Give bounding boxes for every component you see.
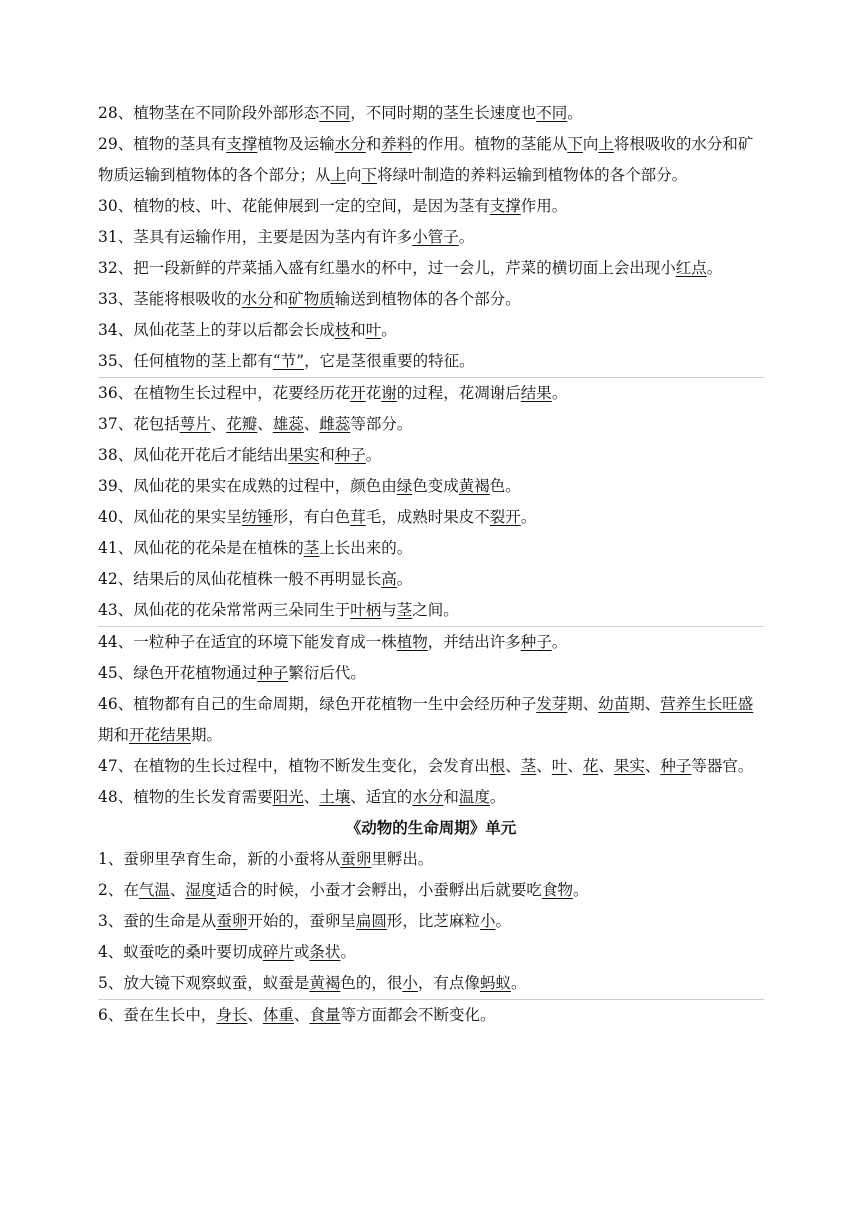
item-text: 。: [551, 633, 568, 651]
item-text: 、: [536, 757, 552, 775]
section-title: 《动物的生命周期》单元: [345, 819, 517, 837]
answer-text: 开花结果: [129, 726, 192, 744]
item-text: 43、凤仙花的花朵常常两三朵同生于: [98, 601, 351, 619]
list-item: [98, 564, 764, 595]
list-item: [98, 533, 764, 564]
item-text: 、: [210, 415, 227, 433]
item-text: 35、任何植物的茎上都有: [98, 352, 273, 370]
answer-text: 花: [582, 757, 599, 775]
item-text: 植物及运输: [257, 135, 335, 153]
list-item: [98, 968, 764, 1000]
item-text: 期。: [191, 726, 223, 744]
item-text: 、: [598, 757, 614, 775]
answer-text: 红点: [675, 259, 707, 277]
answer-text: 支撑: [489, 197, 521, 215]
item-text: 等方面都会不断变化。: [340, 1006, 496, 1024]
answer-text: 茸: [350, 508, 366, 526]
answer-text: “节”: [272, 352, 305, 370]
answer-text: 营养生长旺盛: [660, 695, 754, 713]
item-text: ，它是茎很重要的特征。: [304, 352, 475, 370]
list-item: [98, 129, 764, 191]
item-text: 。: [458, 228, 475, 246]
answer-text: 小: [402, 974, 418, 992]
answer-text: 茎: [303, 539, 320, 557]
answer-text: 黄褐: [458, 477, 490, 495]
answer-text: 矿物质: [288, 290, 335, 308]
list-item: [98, 409, 764, 440]
item-text: 39、凤仙花的果实在成熟的过程中，颜色由: [98, 477, 397, 495]
answer-text: 食物: [541, 881, 573, 899]
item-text: 、: [247, 1006, 263, 1024]
list-item: [98, 906, 764, 937]
item-text: 上长出来的。: [319, 539, 413, 557]
list-item: [98, 937, 764, 968]
item-text: 。: [489, 788, 506, 806]
item-text: 里孵出。: [371, 850, 434, 868]
item-text: 2、在: [98, 881, 139, 899]
list-item: [98, 751, 764, 782]
item-text: 33、茎能将根吸收的: [98, 290, 242, 308]
item-text: 、: [169, 881, 186, 899]
answer-text: 结果: [520, 384, 552, 402]
item-text: 期、: [629, 695, 661, 713]
list-item: [98, 627, 764, 658]
item-text: 30、植物的枝、叶、花能伸展到一定的空间，是因为茎有: [98, 197, 490, 215]
answer-text: 条状: [309, 943, 341, 961]
answer-text: 种子: [334, 446, 366, 464]
list-item: [98, 502, 764, 533]
answer-text: 下: [567, 135, 583, 153]
answer-text: 水分: [334, 135, 366, 153]
item-text: 1、蚕卵里孕育生命，新的小蚕将从: [98, 850, 341, 868]
answer-text: 扁圆: [355, 912, 387, 930]
item-text: 46、植物都有自己的生命周期，绿色开花植物一生中会经历种子: [98, 695, 537, 713]
answer-text: 花瓣: [226, 415, 258, 433]
answer-text: 绿: [396, 477, 413, 495]
item-text: 。: [706, 259, 723, 277]
answer-text: 土壤: [319, 788, 351, 806]
item-text: 和: [350, 321, 366, 339]
answer-text: 支撑: [226, 135, 258, 153]
answer-text: 蚂蚁: [479, 974, 511, 992]
answer-text: 阳光: [272, 788, 304, 806]
answer-text: 谢: [381, 384, 397, 402]
item-text: 6、蚕在生长中，: [98, 1006, 217, 1024]
item-text: 或: [293, 943, 310, 961]
item-text: 、: [303, 788, 320, 806]
item-text: 45、绿色开花植物通过: [98, 664, 258, 682]
answer-text: 黄褐: [309, 974, 341, 992]
answer-text: 湿度: [185, 881, 217, 899]
item-text: 期、: [567, 695, 599, 713]
item-text: 32、把一段新鲜的芹菜插入盛有红墨水的杯中，过一会儿，芹菜的横切面上会出现小: [98, 259, 676, 277]
item-text: 作用。: [520, 197, 568, 215]
list-item: [98, 222, 764, 253]
item-text: 、: [303, 415, 320, 433]
item-text: 和: [319, 446, 335, 464]
item-text: 形，比芝麻粒: [386, 912, 480, 930]
answer-text: 种子: [257, 664, 289, 682]
answer-text: 水分: [412, 788, 444, 806]
list-item: [98, 689, 764, 751]
list-item: [98, 875, 764, 906]
item-text: ，有点像: [417, 974, 480, 992]
answer-text: 雄蕊: [272, 415, 304, 433]
item-text: 之间。: [412, 601, 459, 619]
answer-text: 植物: [396, 633, 428, 651]
list-item: [98, 253, 764, 284]
item-text: 花: [365, 384, 382, 402]
answer-text: 水分: [241, 290, 273, 308]
item-text: 色的，很: [340, 974, 403, 992]
answer-text: 果实: [613, 757, 645, 775]
item-text: 40、凤仙花的果实呈: [98, 508, 242, 526]
answer-text: 蚕卵: [340, 850, 372, 868]
item-text: 。: [495, 912, 511, 930]
answer-text: 叶: [365, 321, 382, 339]
item-text: 31、茎具有运输作用，主要是因为茎内有许多: [98, 228, 413, 246]
item-text: 和: [272, 290, 289, 308]
item-text: 36、在植物生长过程中，花要经历花: [98, 384, 351, 402]
item-text: 色。: [489, 477, 521, 495]
item-text: 42、结果后的凤仙花植株一般不再明显长: [98, 570, 382, 588]
answer-text: 茎: [396, 601, 413, 619]
item-text: 开始的，蚕卵呈: [247, 912, 356, 930]
item-text: ，并结出许多: [427, 633, 521, 651]
answer-text: 发芽: [536, 695, 568, 713]
item-text: 、: [567, 757, 583, 775]
item-text: 。: [567, 104, 583, 122]
list-item: [98, 595, 764, 627]
answer-text: 不同: [319, 104, 351, 122]
answer-text: 萼片: [179, 415, 211, 433]
item-text: 繁衍后代。: [288, 664, 366, 682]
animal-unit-items: [98, 844, 764, 1031]
item-text: 向: [346, 166, 362, 184]
item-text: 形，有白色: [272, 508, 351, 526]
item-text: 。: [340, 943, 356, 961]
item-text: 5、放大镜下观察蚁蚕，蚁蚕是: [98, 974, 310, 992]
answer-text: 气温: [138, 881, 170, 899]
answer-text: 雌蕊: [319, 415, 351, 433]
item-text: 和: [443, 788, 459, 806]
answer-text: 茎: [520, 757, 537, 775]
item-text: 、适宜的: [350, 788, 413, 806]
item-text: 、: [644, 757, 661, 775]
item-text: 、: [257, 415, 273, 433]
answer-text: 身长: [216, 1006, 248, 1024]
item-text: ，不同时期的茎生长速度也: [350, 104, 537, 122]
list-item: [98, 315, 764, 346]
item-text: 38、凤仙花开花后才能结出: [98, 446, 289, 464]
list-item: [98, 98, 764, 129]
item-text: 29、植物的茎具有: [98, 135, 227, 153]
item-text: 4、蚁蚕吃的桑叶要切成: [98, 943, 263, 961]
list-item: [98, 284, 764, 315]
answer-text: 食量: [309, 1006, 341, 1024]
list-item: [98, 378, 764, 409]
answer-text: 叶: [551, 757, 568, 775]
item-text: 色变成: [412, 477, 459, 495]
list-item: [98, 346, 764, 378]
item-text: 的过程，花凋谢后: [396, 384, 521, 402]
item-text: 。: [572, 881, 589, 899]
item-text: 。: [510, 974, 527, 992]
item-text: 44、一粒种子在适宜的环境下能发育成一株: [98, 633, 397, 651]
item-text: 、: [293, 1006, 310, 1024]
list-item: [98, 191, 764, 222]
answer-text: 小: [479, 912, 496, 930]
item-text: 。: [396, 570, 413, 588]
item-text: 34、凤仙花茎上的芽以后都会长成: [98, 321, 335, 339]
item-text: 期和: [98, 726, 130, 744]
answer-text: 蚕卵: [216, 912, 248, 930]
item-text: 适合的时候，小蚕才会孵出，小蚕孵出后就要吃: [216, 881, 542, 899]
item-text: 将根吸收的水分和矿物质运输到植物体的各个部分；从: [98, 135, 754, 184]
answer-text: 养料: [381, 135, 413, 153]
answer-text: 开: [350, 384, 366, 402]
answer-text: 高: [381, 570, 397, 588]
item-text: 的作用。植物的茎能从: [412, 135, 568, 153]
answer-text: 根: [489, 757, 506, 775]
item-text: 48、植物的生长发育需要: [98, 788, 273, 806]
answer-text: 种子: [520, 633, 552, 651]
answer-text: 不同: [536, 104, 568, 122]
list-item: [98, 658, 764, 689]
answer-text: 下: [361, 166, 378, 184]
list-item: [98, 1000, 764, 1031]
item-text: 和: [365, 135, 382, 153]
list-item: [98, 782, 764, 813]
answer-text: 叶柄: [350, 601, 382, 619]
answer-text: 上: [330, 166, 347, 184]
item-text: 。: [365, 446, 382, 464]
item-text: 47、在植物的生长过程中，植物不断发生变化，会发育出: [98, 757, 490, 775]
answer-text: 枝: [334, 321, 351, 339]
plant-unit-items: [98, 98, 764, 813]
item-text: 向: [582, 135, 599, 153]
list-item: [98, 440, 764, 471]
item-text: 将绿叶制造的养料运输到植物体的各个部分。: [377, 166, 688, 184]
item-text: 3、蚕的生命是从: [98, 912, 217, 930]
item-text: 28、植物茎在不同阶段外部形态: [98, 104, 320, 122]
item-text: 、: [505, 757, 521, 775]
answer-text: 碎片: [262, 943, 294, 961]
answer-text: 种子: [660, 757, 692, 775]
answer-text: 果实: [288, 446, 320, 464]
answer-text: 纺锤: [241, 508, 273, 526]
item-text: 输送到植物体的各个部分。: [334, 290, 521, 308]
item-text: 。: [551, 384, 568, 402]
answer-text: 裂开: [489, 508, 521, 526]
item-text: 。: [520, 508, 537, 526]
item-text: 与: [381, 601, 397, 619]
answer-text: 温度: [458, 788, 490, 806]
list-item: [98, 471, 764, 502]
item-text: 37、花包括: [98, 415, 180, 433]
item-text: 等器官。: [691, 757, 754, 775]
item-text: 41、凤仙花的花朵是在植株的: [98, 539, 304, 557]
answer-text: 体重: [262, 1006, 294, 1024]
answer-text: 小管子: [412, 228, 459, 246]
item-text: 等部分。: [350, 415, 413, 433]
item-text: 。: [381, 321, 397, 339]
answer-text: 上: [598, 135, 614, 153]
list-item: [98, 844, 764, 875]
answer-text: 幼苗: [598, 695, 630, 713]
item-text: 毛，成熟时果皮不: [365, 508, 490, 526]
